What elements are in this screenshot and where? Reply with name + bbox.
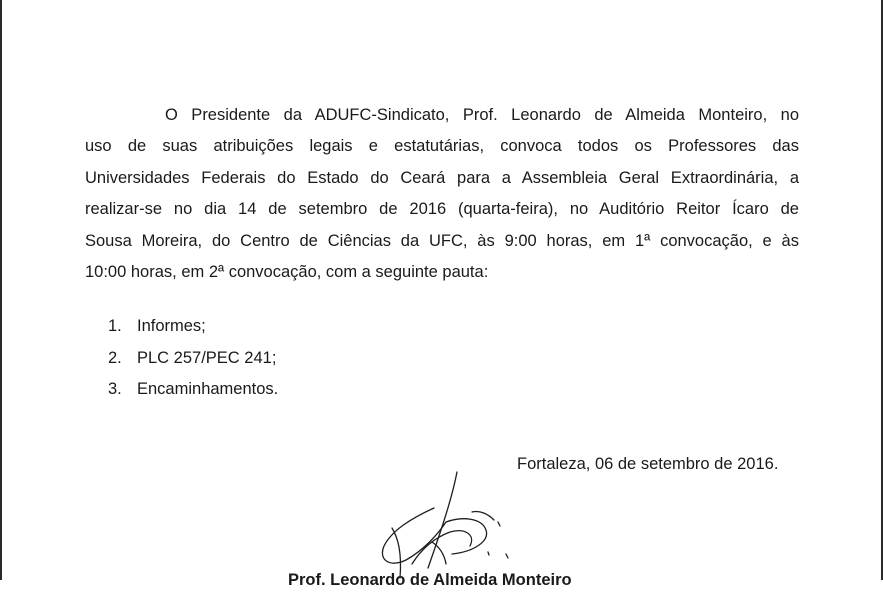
signer-name: Prof. Leonardo de Almeida Monteiro	[288, 571, 572, 589]
paragraph-line-3: Universidades Federais do Estado do Ceará para a Assembleia Geral Extraordinária, a	[85, 168, 799, 187]
agenda-item-text: PLC 257/PEC 241;	[137, 348, 277, 367]
agenda-item	[108, 343, 278, 375]
agenda-item	[108, 311, 278, 343]
paragraph-line-4: realizar-se no dia 14 de setembro de 2016 (quarta-feira), no Auditório Reitor Ícaro de	[85, 200, 799, 219]
agenda-item-text: Encaminhamentos.	[137, 380, 279, 398]
agenda-item-number: 3.	[108, 380, 122, 398]
agenda-item	[108, 374, 278, 406]
paragraph-line-1	[85, 100, 799, 131]
paragraph-line-2: uso de suas atribuições legais e estatutárias, convoca todos os Professores das	[85, 137, 799, 156]
left-border	[0, 0, 2, 580]
agenda-item-number: 2.	[108, 348, 122, 367]
agenda-list	[108, 311, 278, 406]
paragraph-line-1-text: O Presidente da ADUFC-Sindicato, Prof. Leonardo de Almeida Monteiro, no	[165, 106, 799, 124]
convocation-paragraph	[85, 100, 799, 288]
paragraph-line-5: Sousa Moreira, do Centro de Ciências da UFC, às 9:00 horas, em 1ª convocação, e às	[85, 231, 799, 250]
place-date: Fortaleza, 06 de setembro de 2016.	[517, 455, 779, 473]
paragraph-line-6: 10:00 horas, em 2ª convocação, com a seguinte pauta:	[85, 263, 489, 282]
agenda-item-text: Informes;	[137, 317, 206, 335]
handwritten-signature	[372, 468, 522, 580]
agenda-item-number: 1.	[108, 317, 122, 335]
